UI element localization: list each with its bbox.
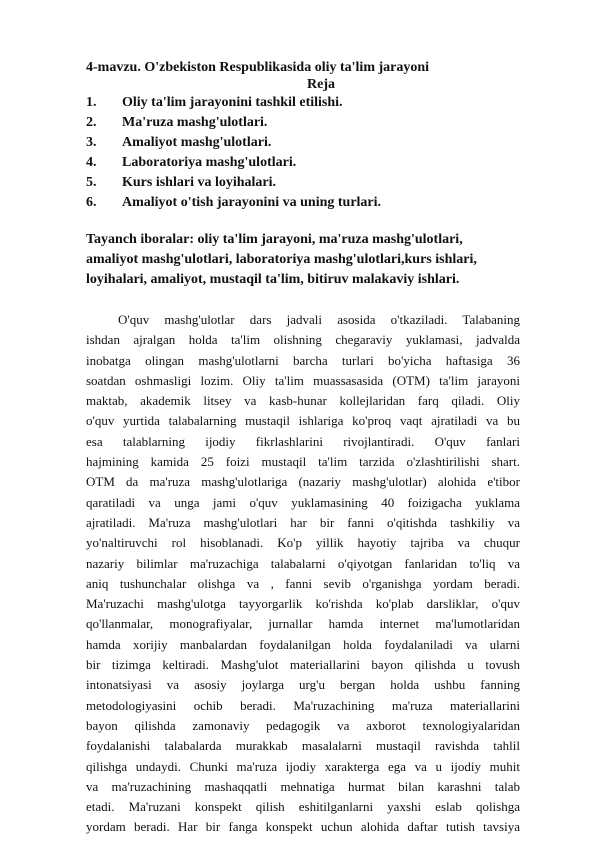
body-line: ajratiladi. Ma'ruza mashg'ulotlari har bir fanni o'qitishda tashkiliy va <box>86 514 520 530</box>
body-line: metodologiyasini ochib beradi. Ma'ruzachining ma'ruza materiallarini <box>86 697 520 713</box>
body-line: hamda xorijiy manbalardan foydalanilgan holda foydalaniladi va ularni <box>86 636 520 652</box>
body-line: yo'naltiruvchi rol hisoblanadi. Ko'p yillik hayotiy tajriba va chuqur <box>86 535 520 551</box>
plan-item <box>86 113 520 133</box>
plan-item-text: Laboratoriya mashg'ulotlari. <box>122 155 297 170</box>
body-line: bir tizimga keltiradi. Mashg'ulot materiallarini bayon qilishda u tovush <box>86 657 520 673</box>
plan-heading: Reja <box>307 77 335 92</box>
body-line: qilishga undaydi. Chunki ma'ruza ijodiy xarakterga ega va u ijodiy muhit <box>86 758 520 774</box>
plan-item-number: 4. <box>86 155 97 170</box>
plan-item-text: Amaliyot o'tish jarayonini va uning turlari. <box>122 195 382 210</box>
keywords-line: Tayanch iboralar: oliy ta'lim jarayoni, ma'ruza mashg'ulotlari, <box>86 232 463 247</box>
plan-item-number: 1. <box>86 95 97 110</box>
body-line: o'quv yurtida talabalarning mustaqil ishlariga ko'proq vaqt ajratiladi va bu <box>86 413 520 429</box>
body-line: qaratiladi va unga jami o'quv yuklamasining 40 foizigacha yuklama <box>86 494 520 510</box>
keywords-line: loyihalari, amaliyot, mustaqil ta'lim, bitiruv malakaviy ishlari. <box>86 272 460 287</box>
plan-item-number: 2. <box>86 115 97 130</box>
body-line: esa talablarning ijodiy fikrlashlarini rivojlantiradi. O'quv fanlari <box>86 433 520 449</box>
body-line: ishdan ajralgan holda ta'lim olishning chegaraviy yuklamasi, jadvalda <box>86 332 520 348</box>
plan-item-text: Amaliyot mashg'ulotlari. <box>122 135 272 150</box>
body-line: O'quv mashg'ulotlar dars jadvali asosida o'tkaziladi. Talabaning <box>118 312 520 327</box>
page-title: 4-mavzu. O'zbekiston Respublikasida oliy ta'lim jarayoni <box>86 60 430 75</box>
body-line: va ma'ruzachining mashaqqatli mehnatiga hurmat bilan karashni talab <box>86 778 520 794</box>
keywords-paragraph <box>86 230 520 290</box>
body-line: foydalanishi talabalarda murakkab masalalarni mustaqil ravishda tahlil <box>86 738 520 754</box>
plan-list <box>86 93 520 213</box>
body-line: aniq tushunchalar olishga va , fanni sevib o'rganishga yordam beradi. <box>86 575 520 591</box>
plan-item-text: Oliy ta'lim jarayonini tashkil etilishi. <box>122 95 343 110</box>
plan-item <box>86 93 520 113</box>
body-line: OTM da ma'ruza mashg'ulotlariga (nazariy mashg'ulotlar) alohida e'tibor <box>86 474 520 490</box>
body-line: etadi. Ma'ruzani konspekt qilish eshitilganlarni yaxshi eslab qolishga <box>86 799 520 815</box>
plan-item-text: Kurs ishlari va loyihalari. <box>122 175 277 190</box>
body-line: nazariy bilimlar ma'ruzachiga talabalarni o'qiyotgan fanlaridan to'liq va <box>86 555 520 571</box>
body-line: soatdan oshmasligi lozim. Oliy ta'lim muassasasida (OTM) ta'lim jarayoni <box>86 372 520 388</box>
body-line: hajmining kamida 25 foizi mustaqil ta'lim tarzida o'zlashtirilishi shart. <box>86 454 520 470</box>
plan-item-number: 5. <box>86 175 97 190</box>
plan-item <box>86 173 520 193</box>
body-line: qo'llanmalar, monografiyalar, jurnallar hamda internet ma'lumotlaridan <box>86 616 520 632</box>
body-line: maktab, akademik litsey va kasb-hunar kollejlaridan farq qiladi. Oliy <box>86 393 520 409</box>
plan-item <box>86 193 520 213</box>
body-line: yordam beradi. Har bir fanga konspekt uchun alohida daftar tutish tavsiya <box>86 819 520 835</box>
body-line: Ma'ruzachi mashg'ulotga tayyorgarlik ko'rishda ko'plab darsliklar, o'quv <box>86 596 520 612</box>
plan-item <box>86 133 520 153</box>
body-line: intonatsiyasi va asosiy joylarga urg'u bergan holda ushbu fanning <box>86 677 520 693</box>
plan-item-text: Ma'ruza mashg'ulotlari. <box>122 115 268 130</box>
body-line: bayon qilishda zamonaviy pedagogik va axborot texnologiyalaridan <box>86 717 520 733</box>
plan-item <box>86 153 520 173</box>
body-paragraph <box>86 310 520 838</box>
plan-item-number: 3. <box>86 135 97 150</box>
keywords-line: amaliyot mashg'ulotlari, laboratoriya mashg'ulotlari,kurs ishlari, <box>86 252 477 267</box>
body-line: inobatga olingan mashg'ulotlarni barcha turlari bo'yicha haftasiga 36 <box>86 352 520 368</box>
plan-item-number: 6. <box>86 195 97 210</box>
document-page <box>86 59 520 838</box>
